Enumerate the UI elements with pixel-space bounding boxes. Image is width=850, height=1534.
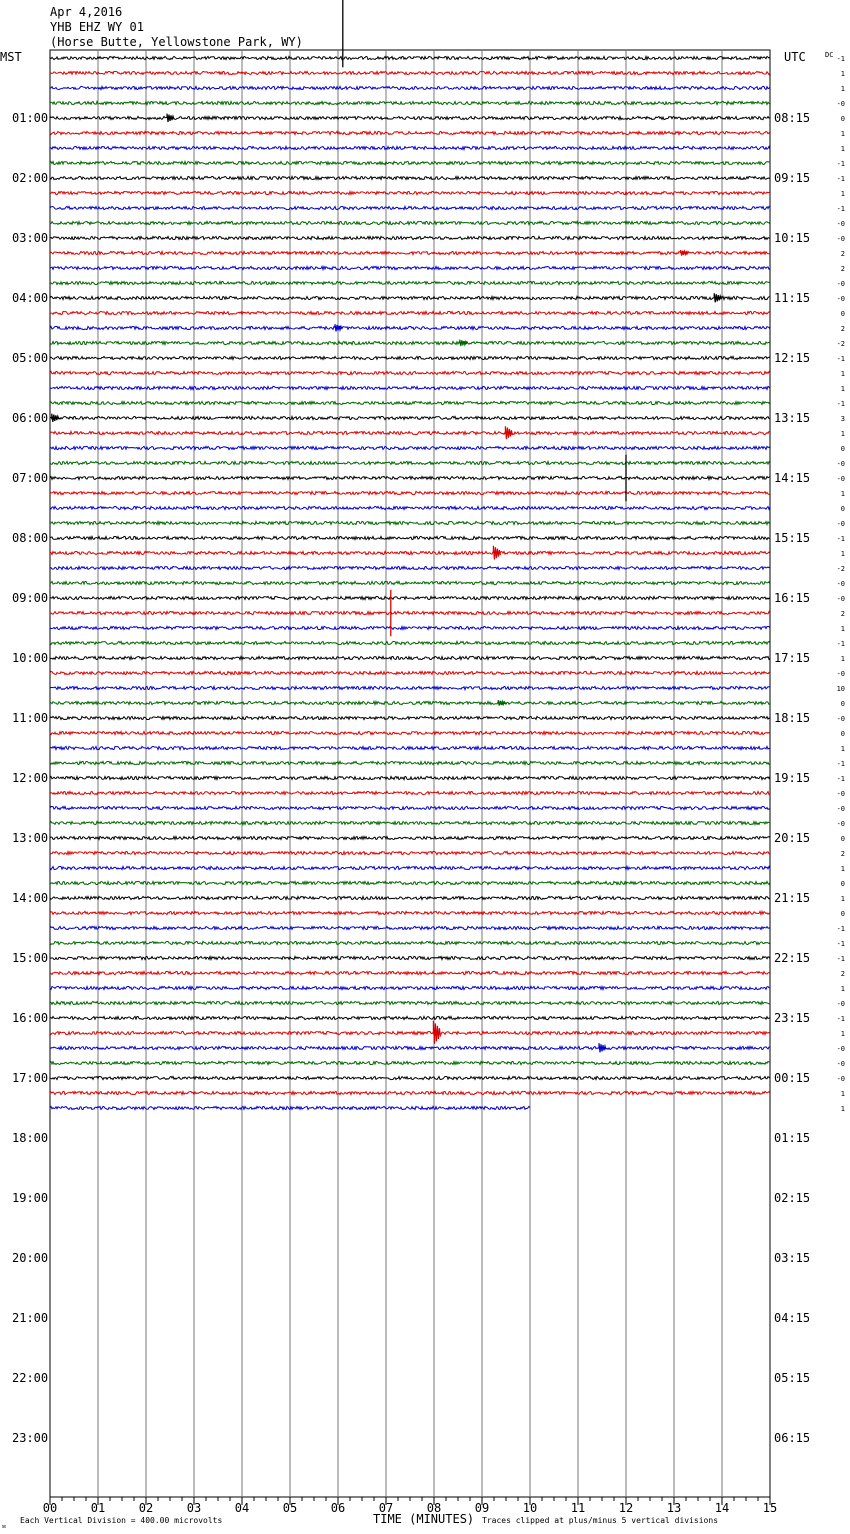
right-hour-label: 09:15 <box>774 171 811 185</box>
clip-note: Traces clipped at plus/minus 5 vertical divisions <box>482 1516 719 1525</box>
dc-offset-label: -1 <box>836 175 845 183</box>
x-tick-label: 09 <box>474 1501 490 1515</box>
trace-row <box>50 551 770 554</box>
left-hour-label: 14:00 <box>12 891 49 905</box>
right-hour-label: 19:15 <box>774 771 811 785</box>
trace-row <box>50 941 770 944</box>
dc-offset-label: -1 <box>836 955 845 963</box>
left-hour-label: 17:00 <box>12 1071 49 1085</box>
dc-offset-label: 0 <box>840 115 845 123</box>
trace-row <box>50 776 770 779</box>
event-mark <box>714 293 721 302</box>
dc-offset-label: 0 <box>840 730 845 738</box>
dc-offset-label: 1 <box>840 85 845 93</box>
dc-offset-label: 0 <box>840 880 845 888</box>
dc-offset-label: 1 <box>840 190 845 198</box>
dc-offset-label: -0 <box>836 715 845 723</box>
right-hour-label: 15:15 <box>774 531 811 545</box>
trace-row <box>50 1016 770 1019</box>
trace-row <box>50 746 770 749</box>
left-hour-label: 09:00 <box>12 591 49 605</box>
trace-row <box>50 626 770 629</box>
trace-row <box>50 686 770 689</box>
dc-offset-label: -0 <box>836 595 845 603</box>
left-hour-label: 15:00 <box>12 951 49 965</box>
right-hour-label: 03:15 <box>774 1251 811 1265</box>
dc-offset-label: -1 <box>836 940 845 948</box>
left-hour-label: 23:00 <box>12 1431 49 1445</box>
x-tick-label: 01 <box>90 1501 106 1515</box>
x-tick-label: 10 <box>522 1501 538 1515</box>
trace-row <box>50 116 770 119</box>
event-mark <box>493 546 500 560</box>
header-location: (Horse Butte, Yellowstone Park, WY) <box>50 35 303 49</box>
trace-row <box>50 311 770 314</box>
trace-row <box>50 266 770 269</box>
left-hour-label: 21:00 <box>12 1311 49 1325</box>
trace-row <box>50 341 770 344</box>
trace-row <box>50 236 770 239</box>
trace-row <box>50 371 770 374</box>
header-date: Apr 4,2016 <box>50 5 123 19</box>
dc-offset-label: 1 <box>840 550 845 558</box>
left-hour-label: 16:00 <box>12 1011 49 1025</box>
trace-row <box>50 731 770 734</box>
trace-row <box>50 71 770 74</box>
dc-offset-label: 2 <box>840 325 845 333</box>
dc-offset-label: -0 <box>836 460 845 468</box>
dc-offset-label: -1 <box>836 355 845 363</box>
dc-offset-label: -1 <box>836 160 845 168</box>
dc-offset-label: -2 <box>836 340 845 348</box>
left-hour-label: 05:00 <box>12 351 49 365</box>
dc-offset-label: 2 <box>840 610 845 618</box>
header-station: YHB EHZ WY 01 <box>50 20 144 34</box>
trace-row <box>50 581 770 584</box>
trace-row <box>50 791 770 794</box>
left-hour-label: 19:00 <box>12 1191 49 1205</box>
trace-row <box>50 56 770 59</box>
trace-row <box>50 821 770 824</box>
trace-row <box>50 506 770 509</box>
left-hour-label: 18:00 <box>12 1131 49 1145</box>
trace-row <box>50 191 770 194</box>
left-timezone-label: MST <box>0 50 22 64</box>
right-hour-label: 02:15 <box>774 1191 811 1205</box>
left-hour-label: 12:00 <box>12 771 49 785</box>
trace-row <box>50 566 770 569</box>
dc-offset-label: 1 <box>840 430 845 438</box>
dc-offset-label: -1 <box>836 400 845 408</box>
dc-header-label: DC <box>825 51 834 59</box>
event-mark <box>505 426 512 439</box>
trace-row <box>50 281 770 284</box>
trace-row <box>50 386 770 389</box>
left-hour-label: 22:00 <box>12 1371 49 1385</box>
dc-offset-label: -0 <box>836 670 845 678</box>
dc-offset-label: 0 <box>840 445 845 453</box>
trace-row <box>50 491 770 494</box>
right-hour-label: 00:15 <box>774 1071 811 1085</box>
dc-offset-label: -1 <box>836 760 845 768</box>
trace-row <box>50 446 770 449</box>
trace-row <box>50 86 770 89</box>
event-mark <box>460 340 467 346</box>
dc-offset-label: -0 <box>836 1000 845 1008</box>
right-hour-label: 08:15 <box>774 111 811 125</box>
trace-row <box>50 716 770 719</box>
trace-row <box>50 221 770 224</box>
trace-row <box>50 851 770 854</box>
dc-offset-label: 1 <box>840 625 845 633</box>
right-hour-label: 11:15 <box>774 291 811 305</box>
dc-offset-label: -0 <box>836 520 845 528</box>
trace-row <box>50 416 770 419</box>
trace-row <box>50 611 770 614</box>
dc-offset-label: -0 <box>836 235 845 243</box>
dc-offset-label: -1 <box>836 535 845 543</box>
trace-row <box>50 671 770 674</box>
dc-offset-label: -0 <box>836 1075 845 1083</box>
trace-row <box>50 161 770 164</box>
dc-offset-label: 0 <box>840 910 845 918</box>
dc-offset-labels <box>837 55 845 1113</box>
x-tick-label: 08 <box>426 1501 442 1515</box>
trace-row <box>50 986 770 989</box>
dc-offset-label: 1 <box>840 130 845 138</box>
dc-offset-label: -1 <box>836 925 845 933</box>
trace-row <box>50 131 770 134</box>
right-hour-label: 12:15 <box>774 351 811 365</box>
right-hour-label: 23:15 <box>774 1011 811 1025</box>
dc-offset-label: 1 <box>840 865 845 873</box>
x-axis-title: TIME (MINUTES) <box>373 1512 475 1526</box>
dc-offset-label: 3 <box>840 415 845 423</box>
trace-row <box>50 1031 770 1034</box>
event-mark <box>681 250 688 255</box>
trace-row <box>50 461 770 464</box>
x-tick-label: 03 <box>186 1501 202 1515</box>
left-hour-label: 04:00 <box>12 291 49 305</box>
x-tick-label: 04 <box>234 1501 250 1515</box>
right-hour-label: 04:15 <box>774 1311 811 1325</box>
trace-row <box>50 761 770 764</box>
event-mark <box>52 414 59 422</box>
left-hour-label: 08:00 <box>12 531 49 545</box>
trace-row <box>50 146 770 149</box>
right-hour-label: 18:15 <box>774 711 811 725</box>
trace-row <box>50 596 770 599</box>
x-tick-label: 02 <box>138 1501 154 1515</box>
dc-offset-label: -1 <box>836 1015 845 1023</box>
dc-offset-label: 1 <box>840 1090 845 1098</box>
dc-offset-label: -0 <box>836 580 845 588</box>
trace-row <box>50 296 770 299</box>
x-tick-label: 00 <box>42 1501 58 1515</box>
dc-offset-label: -0 <box>836 220 845 228</box>
dc-offset-label: 1 <box>840 490 845 498</box>
right-hour-label: 22:15 <box>774 951 811 965</box>
dc-offset-label: -0 <box>836 805 845 813</box>
dc-offset-label: 2 <box>840 250 845 258</box>
left-hour-label: 20:00 <box>12 1251 49 1265</box>
dc-offset-label: -1 <box>836 55 845 63</box>
right-hour-labels <box>774 111 810 1445</box>
scale-note: Each Vertical Division = 400.00 microvolts <box>20 1516 223 1525</box>
dc-offset-label: 1 <box>840 895 845 903</box>
dc-offset-label: 2 <box>840 265 845 273</box>
right-hour-label: 16:15 <box>774 591 811 605</box>
right-hour-label: 06:15 <box>774 1431 811 1445</box>
dc-offset-label: -0 <box>836 820 845 828</box>
dc-offset-label: -1 <box>836 775 845 783</box>
logo-mark: ᴍ <box>2 1523 6 1530</box>
left-hour-label: 03:00 <box>12 231 49 245</box>
trace-row <box>50 1046 770 1049</box>
dc-offset-label: 0 <box>840 700 845 708</box>
dc-offset-label: -0 <box>836 100 845 108</box>
x-tick-label: 07 <box>378 1501 394 1515</box>
dc-offset-label: -0 <box>836 1045 845 1053</box>
left-hour-label: 06:00 <box>12 411 49 425</box>
left-hour-label: 11:00 <box>12 711 49 725</box>
dc-offset-label: -1 <box>836 640 845 648</box>
trace-row <box>50 881 770 884</box>
dc-offset-label: 1 <box>840 985 845 993</box>
right-timezone-label: UTC <box>784 50 806 64</box>
trace-row <box>50 521 770 524</box>
left-hour-labels <box>12 111 48 1445</box>
right-hour-label: 17:15 <box>774 651 811 665</box>
dc-offset-label: 2 <box>840 970 845 978</box>
trace-row <box>50 701 770 704</box>
trace-row <box>50 926 770 929</box>
trace-row <box>50 806 770 809</box>
right-hour-label: 14:15 <box>774 471 811 485</box>
trace-row <box>50 431 770 434</box>
right-hour-label: 21:15 <box>774 891 811 905</box>
trace-row <box>50 1001 770 1004</box>
dc-offset-label: -1 <box>836 205 845 213</box>
trace-row <box>50 251 770 254</box>
right-hour-label: 05:15 <box>774 1371 811 1385</box>
dc-offset-label: 2 <box>840 850 845 858</box>
right-hour-label: 01:15 <box>774 1131 811 1145</box>
trace-row <box>50 866 770 869</box>
trace-row <box>50 101 770 104</box>
left-hour-label: 01:00 <box>12 111 49 125</box>
dc-offset-label: -2 <box>836 565 845 573</box>
dc-offset-label: 0 <box>840 835 845 843</box>
left-hour-label: 07:00 <box>12 471 49 485</box>
dc-offset-label: -0 <box>836 280 845 288</box>
x-tick-label: 05 <box>282 1501 298 1515</box>
right-hour-label: 10:15 <box>774 231 811 245</box>
right-hour-label: 13:15 <box>774 411 811 425</box>
event-mark <box>498 700 505 705</box>
event-mark <box>599 1043 606 1052</box>
trace-row <box>50 1061 770 1064</box>
dc-offset-label: 1 <box>840 745 845 753</box>
seismic-traces <box>50 56 770 1109</box>
trace-row <box>50 971 770 974</box>
dc-offset-label: 1 <box>840 370 845 378</box>
right-hour-label: 20:15 <box>774 831 811 845</box>
dc-offset-label: 0 <box>840 505 845 513</box>
trace-row <box>50 476 770 479</box>
dc-offset-label: 1 <box>840 145 845 153</box>
left-hour-label: 13:00 <box>12 831 49 845</box>
dc-offset-label: 10 <box>836 685 845 693</box>
dc-offset-label: 1 <box>840 1030 845 1038</box>
trace-row <box>50 896 770 899</box>
trace-row <box>50 401 770 404</box>
trace-row <box>50 206 770 209</box>
x-tick-label: 13 <box>666 1501 682 1515</box>
trace-row <box>50 356 770 359</box>
dc-offset-label: -0 <box>836 1060 845 1068</box>
event-mark <box>167 114 174 122</box>
dc-offset-label: -0 <box>836 790 845 798</box>
x-tick-label: 11 <box>570 1501 586 1515</box>
trace-row <box>50 1091 770 1094</box>
x-tick-label: 14 <box>714 1501 730 1515</box>
left-hour-label: 02:00 <box>12 171 49 185</box>
trace-row <box>50 326 770 329</box>
dc-offset-label: -0 <box>836 295 845 303</box>
dc-offset-label: 1 <box>840 70 845 78</box>
dc-offset-label: 1 <box>840 385 845 393</box>
trace-row <box>50 641 770 644</box>
dc-offset-label: 1 <box>840 1105 845 1113</box>
dc-offset-label: 1 <box>840 655 845 663</box>
trace-row <box>50 1076 770 1079</box>
trace-row <box>50 656 770 659</box>
dc-offset-label: 0 <box>840 310 845 318</box>
dc-offset-label: -0 <box>836 475 845 483</box>
trace-row <box>50 536 770 539</box>
trace-row <box>50 956 770 959</box>
trace-row <box>50 911 770 914</box>
trace-row <box>50 836 770 839</box>
left-hour-label: 10:00 <box>12 651 49 665</box>
x-tick-label: 06 <box>330 1501 346 1515</box>
x-tick-label: 12 <box>618 1501 634 1515</box>
trace-row <box>50 176 770 179</box>
x-tick-label: 15 <box>762 1501 778 1515</box>
